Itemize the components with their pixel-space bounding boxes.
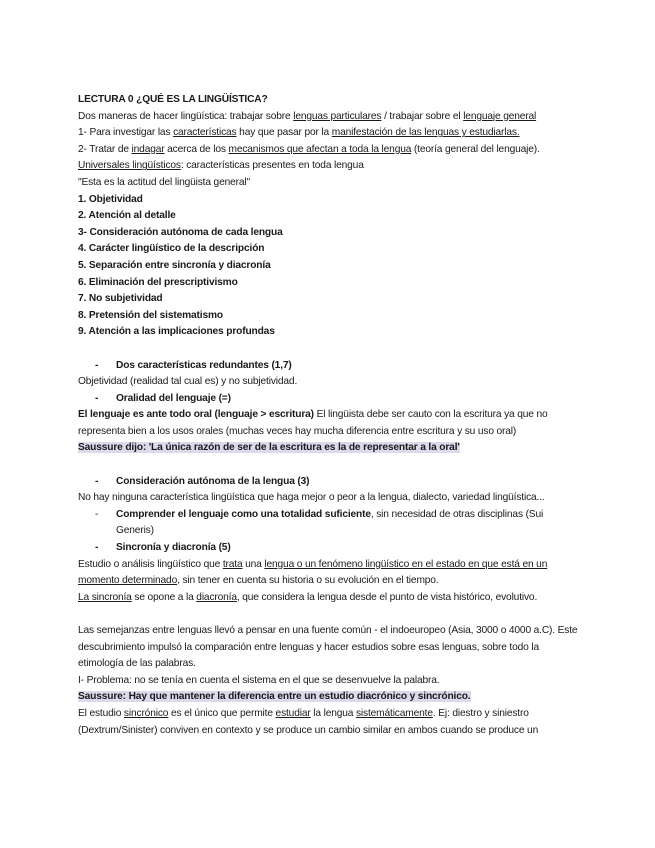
bullet-oralidad: - Oralidad del lenguaje (=) xyxy=(78,391,583,408)
underlined-text: lenguas particulares xyxy=(293,110,382,122)
highlighted-text: Saussure: Hay que mantener la diferencia entre un estudio diacrónico y sincrónico. xyxy=(78,691,471,703)
list-item: 2. Atención al detalle xyxy=(78,210,176,222)
text-span: una xyxy=(242,558,265,570)
underlined-text: sincrónico xyxy=(123,707,169,719)
text-span: Dos maneras de hacer lingüística: trabajar sobre xyxy=(78,110,294,122)
paragraph-oral xyxy=(78,407,583,440)
underlined-text: mecanismos que afectan a toda la lengua xyxy=(228,143,412,155)
text-span: (teoría general del lenguaje). xyxy=(411,143,540,155)
paragraph-problema: I- Problema: no se tenía en cuenta el sistema en el que se desenvuelve la palabra. xyxy=(78,674,440,686)
paragraph-universales xyxy=(78,158,583,175)
numbered-list xyxy=(78,192,583,341)
paragraph-estudio-sincronico xyxy=(78,706,583,739)
bold-text: Comprender el lenguaje como una totalidad suficiente xyxy=(116,508,371,520)
text-span: hay que pasar por la xyxy=(236,127,332,139)
list-item: 4. Carácter lingüístico de la descripción xyxy=(78,243,265,255)
bullet-redundant: - Dos características redundantes (1,7) xyxy=(78,358,583,375)
bullet-sincronia: - Sincronía y diacronía (5) xyxy=(78,540,583,557)
text-span: 2- Tratar de xyxy=(78,143,132,155)
list-item: 1. Objetividad xyxy=(78,193,143,205)
text-span: se opone a la xyxy=(131,591,197,603)
list-item: 6. Eliminación del prescriptivismo xyxy=(78,276,238,288)
paragraph-estudio xyxy=(78,557,583,590)
text-span: . Ej: diestro y siniestro (Dextrum/Sinister) conviven en contexto y se produce un cambio similar en ambos cuando se produce un xyxy=(78,707,539,736)
paragraph-two-ways xyxy=(78,109,583,126)
underlined-text: indagar xyxy=(131,143,165,155)
text-span: / trabajar sobre el xyxy=(381,110,464,122)
text-span: Estudio o análisis lingüístico que xyxy=(78,558,223,570)
underlined-text: diacronía xyxy=(196,591,237,603)
text-span: acerca de los xyxy=(164,143,229,155)
list-item: 8. Pretensión del sistematismo xyxy=(78,309,223,321)
text-span: 1- Para investigar las xyxy=(78,127,174,139)
list-item: 9. Atención a las implicaciones profundas xyxy=(78,326,275,338)
underlined-text: manifestación de las lenguas y estudiarlas. xyxy=(331,127,520,139)
underlined-text: Universales lingüísticos xyxy=(78,160,181,172)
quote-line: "Esta es la actitud del lingüista general" xyxy=(78,176,250,188)
underlined-text: sistemáticamente xyxy=(355,707,433,719)
text-span: , que considera la lengua desde el punto de vista histórico, evolutivo. xyxy=(236,591,538,603)
list-item: 3- Consideración autónoma de cada lengua xyxy=(78,226,283,238)
bold-text: El lenguaje es ante todo oral (lenguaje > escritura) xyxy=(78,409,314,421)
paragraph-semejanzas: Las semejanzas entre lenguas llevó a pensar en una fuente común - el indoeuropeo (Asia, 3000 o 4000 a.C). Este descubrimiento impulsó la comparación entre lenguas y hacer estudios sobre esas lenguas, sobre todo la etimología de las palabras. xyxy=(78,625,578,670)
bullet-autonoma: - Consideración autónoma de la lengua (3) xyxy=(78,474,583,491)
document-title: LECTURA 0 ¿QUÉ ES LA LINGÜÍSTICA? xyxy=(78,94,268,105)
list-item: 5. Separación entre sincronía y diacronía xyxy=(78,259,271,271)
highlighted-text: Saussure dijo: 'La única razón de ser de la escritura es la de representar a la oral' xyxy=(78,442,460,454)
saussure-quote-1 xyxy=(78,440,583,457)
underlined-text: características xyxy=(173,127,237,139)
underlined-text: estudiar xyxy=(275,707,311,719)
document-page xyxy=(78,92,583,739)
list-item: 7. No subjetividad xyxy=(78,293,163,305)
text-span: : características presentes en toda lengua xyxy=(180,160,364,172)
text-span: la lengua xyxy=(310,707,356,719)
text-span: , sin tener en cuenta su historia o su evolución en el tiempo. xyxy=(177,575,439,587)
text-span: El lingüista debe ser cauto con la escritura ya que no representa bien a los usos orales (muchas veces hay mucha diferencia entre escritura y su uso oral) xyxy=(78,409,548,437)
underlined-text: lenguaje general xyxy=(463,110,537,122)
text-span: El estudio xyxy=(78,707,124,719)
paragraph-objetividad: Objetividad (realidad tal cual es) y no subjetividad. xyxy=(78,376,298,388)
underlined-text: lengua o un fenómeno lingüístico en el estado en que está en un momento determinado xyxy=(78,558,548,587)
text-span: es el único que permite xyxy=(168,707,276,719)
saussure-quote-2 xyxy=(78,689,583,706)
text-span: , sin necesidad de otras disciplinas (Sui Generis) xyxy=(116,508,544,537)
paragraph-point-1 xyxy=(78,125,583,142)
underlined-text: trata xyxy=(222,558,243,570)
bullet-totalidad xyxy=(78,507,583,540)
paragraph-no-caracteristica: No hay ninguna característica lingüística que haga mejor o peor a la lengua, dialecto, variedad lingüística... xyxy=(78,492,545,504)
paragraph-sincronia xyxy=(78,590,583,607)
paragraph-point-2 xyxy=(78,142,583,159)
underlined-text: La sincronía xyxy=(78,591,132,603)
